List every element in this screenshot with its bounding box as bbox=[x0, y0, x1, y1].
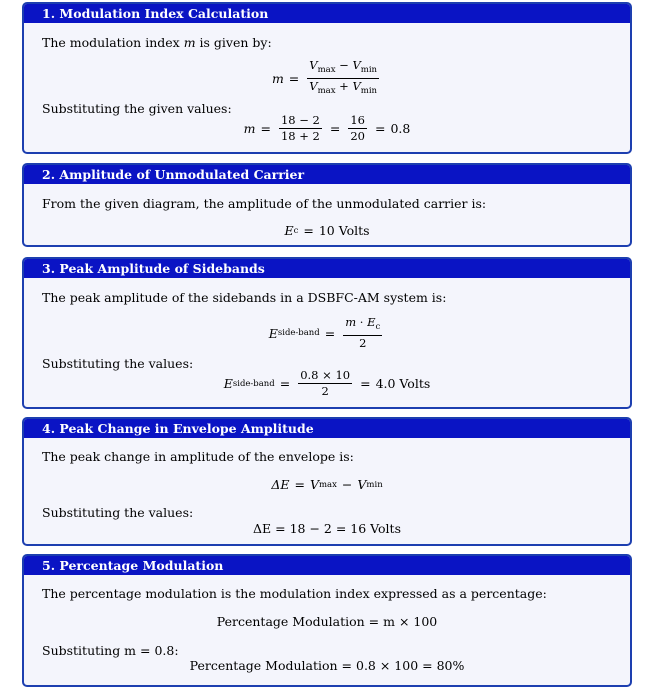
section-carrier-amplitude bbox=[22, 163, 632, 247]
substitution-text: Substituting m = 0.8: bbox=[42, 643, 179, 658]
section-intro: The percentage modulation is the modulation index expressed as a percentage: bbox=[42, 586, 547, 601]
section-sideband-amplitude bbox=[22, 257, 632, 409]
envelope-change-formula: ΔE = V max − V min bbox=[271, 477, 383, 492]
section-intro: The modulation index m is given by: bbox=[42, 35, 272, 50]
section-heading: 1. Modulation Index Calculation bbox=[24, 4, 630, 23]
section-envelope-change bbox=[22, 417, 632, 546]
section-heading: 5. Percentage Modulation bbox=[24, 556, 630, 575]
percentage-substitution: Percentage Modulation = 0.8 × 100 = 80% bbox=[189, 658, 465, 673]
carrier-amplitude-equation: E c = 10 Volts bbox=[284, 223, 370, 238]
section-heading: 3. Peak Amplitude of Sidebands bbox=[24, 259, 630, 278]
section-heading: 2. Amplitude of Unmodulated Carrier bbox=[24, 165, 630, 184]
section-intro: The peak change in amplitude of the envelope is: bbox=[42, 449, 354, 464]
section-heading: 4. Peak Change in Envelope Amplitude bbox=[24, 419, 630, 438]
sideband-substitution: E side-band = $\frac{0.8 \times 10}{2}$ = 4.0 Volts bbox=[223, 368, 431, 398]
substitution-text: Substituting the values: bbox=[42, 505, 194, 520]
substitution-text: Substituting the given values: bbox=[42, 101, 232, 116]
section-percentage-modulation bbox=[22, 554, 632, 687]
modulation-index-formula: m = $\frac{V_{max} - V_{min}}{V_{max} + V_{min}}$ bbox=[271, 58, 378, 96]
envelope-change-substitution: ΔE = 18 − 2 = 16 Volts bbox=[253, 521, 401, 536]
percentage-formula: Percentage Modulation = m × 100 bbox=[216, 614, 438, 629]
fraction: $\frac{V_{max} - V_{min}}{V_{max} + V_{min}}$ bbox=[309, 58, 378, 96]
modulation-index-substitution: m = $\frac{18 - 2}{18 + 2}$ = $\frac{16}{20}$ = 0.8 bbox=[243, 113, 411, 143]
substitution-text: Substituting the values: bbox=[42, 356, 194, 371]
section-intro: The peak amplitude of the sidebands in a DSBFC-AM system is: bbox=[42, 290, 447, 305]
section-intro: From the given diagram, the amplitude of the unmodulated carrier is: bbox=[42, 196, 487, 211]
section-modulation-index bbox=[22, 2, 632, 154]
sideband-formula: E side-band = $\frac{m \cdot E_c}{2}$ bbox=[268, 315, 381, 350]
